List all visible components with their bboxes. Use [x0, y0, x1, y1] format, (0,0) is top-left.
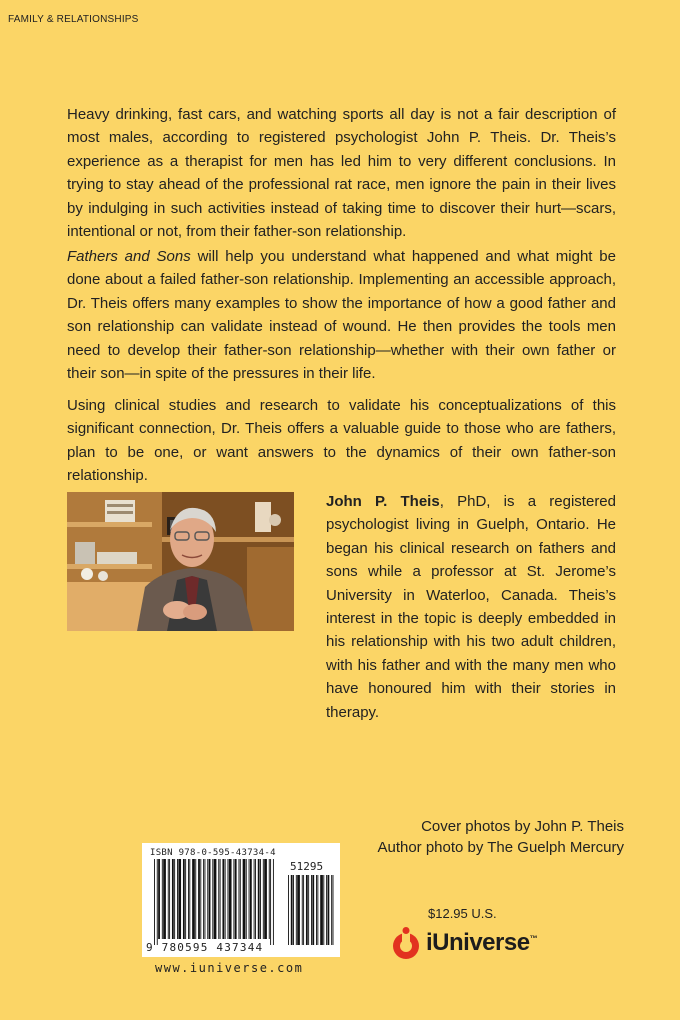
iuniverse-logo-icon	[391, 926, 421, 960]
addon-bar	[333, 875, 334, 945]
addon-bar	[296, 875, 297, 945]
addon-bar	[323, 875, 324, 945]
isbn-text: ISBN 978-0-595-43734-4	[150, 848, 276, 858]
addon-bar	[297, 875, 300, 945]
author-name: John P. Theis	[326, 493, 440, 510]
paragraph-2-text: will help you understand what happened and what might be done about a failed father-son relationship. Implementing an accessible approach, Dr. Theis offers many examples to show the importance of how a good father and son relationship can validate instead of wound. He then provides the tools men need to develop their father-son relationship—whether with their own father or their son—in spite of the pressures in their life.	[67, 248, 616, 383]
addon-bar	[328, 875, 330, 945]
addon-bar	[291, 875, 293, 945]
author-bio-text: , PhD, is a registered psychologist living in Guelph, Ontario. He began his clinical research on fathers and sons while a professor at St. Jerome’s University in Waterloo, Canada. Theis’s interest in the topic is deeply embedded in his relationship with his two adult children, with his father and with the many men who have honoured him with their stories in therapy.	[326, 493, 616, 721]
addon-bar	[308, 875, 309, 945]
addon-bar	[320, 875, 323, 945]
description-paragraph-3: Using clinical studies and research to validate his conceptualizations of this significant connection, Dr. Theis offers a valuable guide to those who are fathers, plan to be one, or want answers to the dynamics of their own father-son relationship.	[67, 397, 616, 485]
addon-bar	[312, 875, 314, 945]
addon-bar	[302, 875, 303, 945]
addon-bar	[316, 875, 317, 945]
website-url: www.iuniverse.com	[155, 961, 304, 975]
addon-bar	[317, 875, 318, 945]
author-photo-credit: Author photo by The Guelph Mercury	[377, 839, 624, 856]
addon-bar	[331, 875, 332, 945]
addon-bar	[306, 875, 308, 945]
author-bio	[326, 490, 616, 724]
barcode-digits: 9 780595 437344	[146, 941, 264, 954]
addon-barcode-bars	[142, 843, 340, 957]
addon-bar	[311, 875, 312, 945]
book-title: Fathers and Sons	[67, 248, 191, 265]
addon-bar	[288, 875, 289, 945]
author-photo	[67, 492, 294, 631]
photo-credits	[377, 816, 624, 858]
cover-photo-credit: Cover photos by John P. Theis	[421, 818, 624, 835]
price-code: 51295	[290, 860, 324, 873]
barcode	[142, 843, 340, 957]
description-paragraph-1: Heavy drinking, fast cars, and watching sports all day is not a fair description of most males, according to registered psychologist John P. Theis. Dr. Theis’s experience as a therapist for men has led him to very different conclusions. In trying to stay ahead of the professional rat race, men ignore the pain in their lives by indulging in such activities instead of taking time to discover their hurt—scars, intentional or not, from their father-son relationship.	[67, 106, 616, 241]
publisher-name: iUniverse™	[426, 929, 538, 956]
addon-bar	[293, 875, 294, 945]
category-label: FAMILY & RELATIONSHIPS	[8, 14, 139, 25]
addon-bar	[303, 875, 304, 945]
price-label: $12.95 U.S.	[428, 906, 497, 921]
description-paragraph-2	[67, 245, 616, 385]
publisher-logo	[391, 925, 537, 961]
addon-bar	[326, 875, 327, 945]
